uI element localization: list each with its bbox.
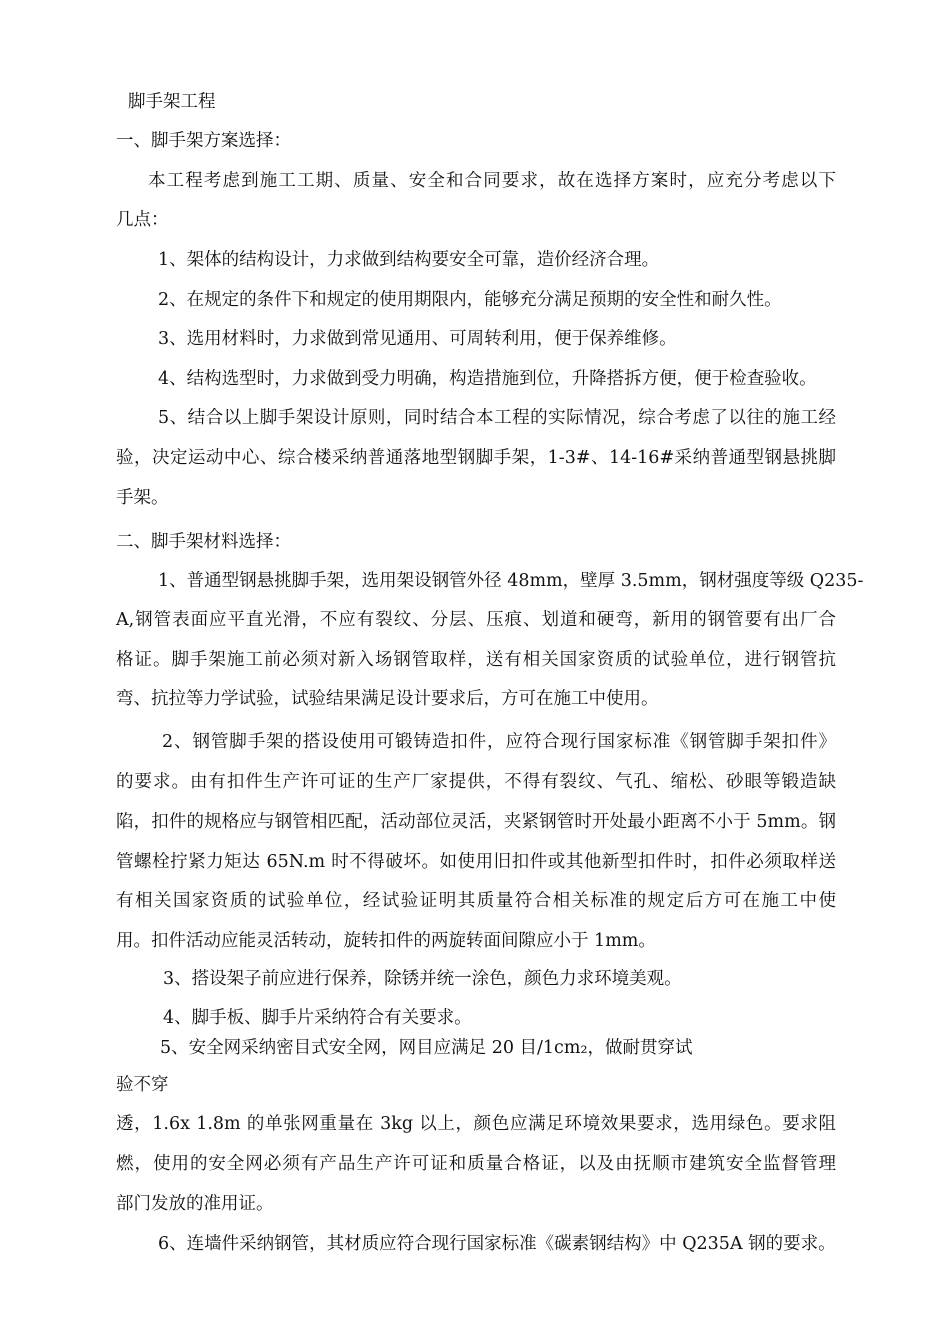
- section-1-item-2: 2、在规定的条件下和规定的使用期限内，能够充分满足预期的安全性和耐久性。: [158, 290, 782, 310]
- section-2-item-1-line: 格证。脚手架施工前必须对新入场钢管取样，送有相关国家资质的试验单位，进行钢管抗: [116, 650, 836, 670]
- section-1-item-1: 1、架体的结构设计，力求做到结构要安全可靠，造价经济合理。: [158, 250, 660, 270]
- section-2-item-2-line: 用。扣件活动应能灵活转动，旋转扣件的两旋转面间隙应小于 1mm。: [116, 931, 656, 951]
- section-2-item-2-line: 有相关国家资质的试验单位，经试验证明其质量符合相关标准的规定后方可在施工中使: [116, 891, 836, 911]
- section-2-item-2-line: 2、钢管脚手架的搭设使用可锻铸造扣件，应符合现行国家标准《钢管脚手架扣件》: [162, 732, 836, 752]
- section-2-item-1-line: 弯、抗拉等力学试验，试验结果满足设计要求后，方可在施工中使用。: [116, 689, 659, 709]
- section-2-item-5-line: 验不穿: [116, 1075, 169, 1095]
- section-2-item-2-line: 管螺栓拧紧力矩达 65N.m 时不得破坏。如使用旧扣件或其他新型扣件时，扣件必须取样送: [116, 852, 836, 872]
- section-1-item-5-line: 验，决定运动中心、综合楼采纳普通落地型钢脚手架，1-3#、14-16#采纳普通型钢悬挑脚: [116, 448, 836, 468]
- section-1-item-5-line: 手架。: [116, 488, 169, 508]
- section-2-item-1-line: 1、普通型钢悬挑脚手架，选用架设钢管外径 48mm，壁厚 3.5mm，钢材强度等级 Q235-: [158, 571, 864, 591]
- section-1-intro-line: 几点：: [116, 210, 169, 230]
- section-2-item-1-line: A,钢管表面应平直光滑，不应有裂纹、分层、压痕、划道和硬弯，新用的钢管要有出厂合: [116, 610, 836, 630]
- section-1-item-5-line: 5、结合以上脚手架设计原则，同时结合本工程的实际情况，综合考虑了以往的施工经: [158, 408, 836, 428]
- section-2-item-2-line: 陷，扣件的规格应与钢管相匹配，活动部位灵活，夹紧钢管时开处最小距离不小于 5mm。钢: [116, 812, 836, 832]
- section-2-item-5-line: 部门发放的准用证。: [116, 1194, 274, 1214]
- document-title: 脚手架工程: [128, 92, 216, 112]
- section-2-item-5-line: 5、安全网采纳密目式安全网，网目应满足 20 目/1cm₂，做耐贯穿试: [160, 1038, 693, 1058]
- section-2-item-5-line: 透，1.6x 1.8m 的单张网重量在 3kg 以上，颜色应满足环境效果要求，选用绿色。要求阻: [116, 1114, 836, 1134]
- section-2-item-5-line: 燃，使用的安全网必须有产品生产许可证和质量合格证，以及由抚顺市建筑安全监督管理: [116, 1154, 836, 1174]
- section-1-intro-line: 本工程考虑到施工工期、质量、安全和合同要求，故在选择方案时，应充分考虑以下: [148, 171, 836, 191]
- section-1-item-3: 3、选用材料时，力求做到常见通用、可周转利用，便于保养维修。: [158, 329, 677, 349]
- section-2-item-3: 3、搭设架子前应进行保养，除锈并统一涂色，颜色力求环境美观。: [163, 969, 682, 989]
- section-1-heading: 一、脚手架方案选择：: [116, 131, 291, 151]
- section-2-item-6: 6、连墙件采纳钢管，其材质应符合现行国家标准《碳素钢结构》中 Q235A 钢的要求。: [158, 1234, 836, 1254]
- section-2-item-2-line: 的要求。由有扣件生产许可证的生产厂家提供，不得有裂纹、气孔、缩松、砂眼等锻造缺: [116, 772, 836, 792]
- section-1-item-4: 4、结构选型时，力求做到受力明确，构造措施到位，升降搭拆方便，便于检查验收。: [158, 369, 817, 389]
- section-2-heading: 二、脚手架材料选择：: [116, 532, 291, 552]
- section-2-item-4: 4、脚手板、脚手片采纳符合有关要求。: [163, 1008, 472, 1028]
